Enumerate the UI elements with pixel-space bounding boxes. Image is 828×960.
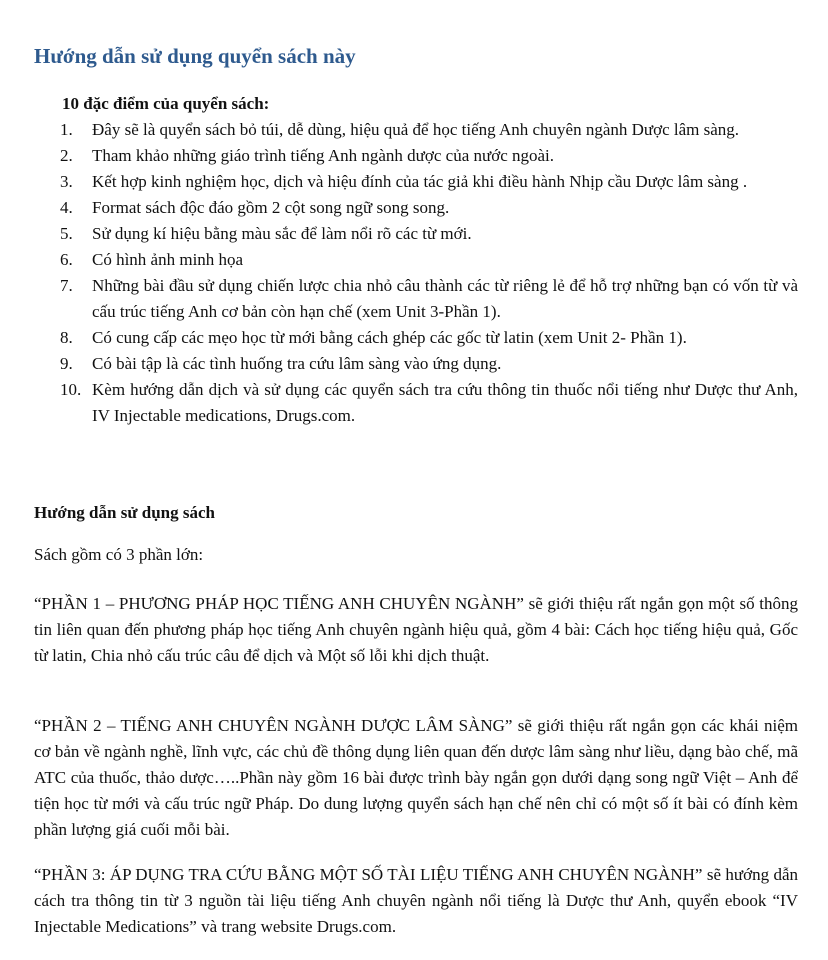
list-item-text: Có bài tập là các tình huống tra cứu lâm sàng vào ứng dụng. [92,354,502,373]
list-item-number: 10. [60,380,82,399]
usage-title: Hướng dẫn sử dụng sách [34,503,215,522]
list-item-number: 2. [60,146,73,165]
part-3-paragraph: “PHẦN 3: ÁP DỤNG TRA CỨU BẰNG MỘT SỐ TÀI LIỆU TIẾNG ANH CHUYÊN NGÀNH” sẽ hướng dẫn cách tra thông tin từ 3 nguồn tài liệu tiếng Anh chuyên ngành nổi tiếng là Dược thư Anh, quyển ebook “IV Injectable Medications” và trang website Drugs.com. [34,865,798,936]
list-item-text: Đây sẽ là quyển sách bỏ túi, dễ dùng, hiệu quả để học tiếng Anh chuyên ngành Dược lâm sàng. [92,120,740,139]
list-item-number: 9. [60,354,73,373]
list-item-number: 4. [60,198,73,217]
list-item [34,221,798,247]
list-item-number: 5. [60,224,73,243]
features-title: 10 đặc điểm của quyển sách: [62,94,270,113]
list-item-text: Kết hợp kinh nghiệm học, dịch và hiệu đính của tác giả khi điều hành Nhịp cầu Dược lâm sàng . [92,172,748,191]
list-item [34,325,798,351]
list-item-text: Kèm hướng dẫn dịch và sử dụng các quyển sách tra cứu thông tin thuốc nổi tiếng như Dược thư Anh, IV Injectable medications, Drugs.com. [92,380,798,425]
usage-intro: Sách gồm có 3 phần lớn: [34,545,204,564]
list-item-number: 3. [60,172,73,191]
list-item-text: Tham khảo những giáo trình tiếng Anh ngành dược của nước ngoài. [92,146,555,165]
list-item-number: 8. [60,328,73,347]
list-item [34,247,798,273]
list-item-number: 6. [60,250,73,269]
part-2-paragraph: “PHẦN 2 – TIẾNG ANH CHUYÊN NGÀNH DƯỢC LÂM SÀNG” sẽ giới thiệu rất ngắn gọn các khái niệm cơ bản về ngành nghề, lĩnh vực, các chủ đề thông dụng liên quan đến dược lâm sàng như liều, dạng bào chế, mã ATC của thuốc, thảo dược…..Phần này gồm 16 bài được trình bày ngắn gọn dưới dạng song ngữ Việt – Anh để tiện học từ mới và cấu trúc ngữ Pháp. Do dung lượng quyển sách hạn chế nên chỉ có một số ít bài có đính kèm phần lượng giá cuối mỗi bài. [34,716,798,839]
list-item [34,117,798,143]
list-item-number: 1. [60,120,73,139]
list-item-text: Có cung cấp các mẹo học từ mới bằng cách ghép các gốc từ latin (xem Unit 2- Phần 1). [92,328,687,347]
list-item-text: Sử dụng kí hiệu bằng màu sắc để làm nổi rõ các từ mới. [92,224,472,243]
list-item [34,377,798,429]
list-item-text: Có hình ảnh minh họa [92,250,244,269]
list-item-number: 7. [60,276,73,295]
list-item [34,143,798,169]
part-1-paragraph: “PHẦN 1 – PHƯƠNG PHÁP HỌC TIẾNG ANH CHUYÊN NGÀNH” sẽ giới thiệu rất ngắn gọn một số thông tin liên quan đến phương pháp học tiếng Anh chuyên ngành hiệu quả, gồm 4 bài: Cách học tiếng hiệu quả, Gốc từ latin, Chia nhỏ cấu trúc câu để dịch và Một số lỗi khi dịch thuật. [34,594,798,665]
list-item [34,169,798,195]
list-item-text: Format sách độc đáo gồm 2 cột song ngữ song song. [92,198,450,217]
page-title: Hướng dẫn sử dụng quyển sách này [34,44,356,68]
list-item [34,351,798,377]
list-item [34,195,798,221]
features-list [34,117,798,429]
list-item-text: Những bài đầu sử dụng chiến lược chia nhỏ câu thành các từ riêng lẻ để hỗ trợ những bạn có vốn từ và cấu trúc tiếng Anh cơ bản còn hạn chế (xem Unit 3-Phần 1). [92,276,798,321]
list-item [34,273,798,325]
